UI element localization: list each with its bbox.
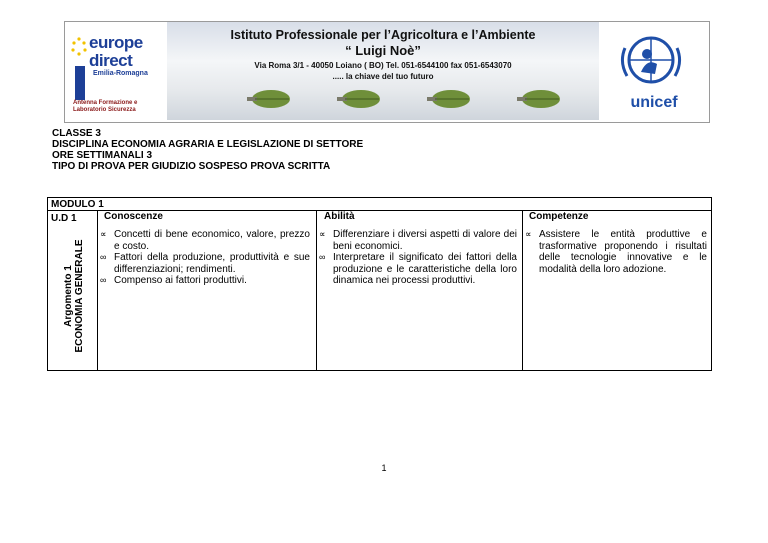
header-banner — [64, 21, 710, 123]
antenna-line-1: Antenna Formazione e — [73, 100, 138, 106]
europe-direct-logo — [65, 22, 165, 120]
institute-header — [167, 22, 599, 120]
unicef-emblem-icon — [615, 28, 687, 94]
class-line: CLASSE 3 — [52, 128, 101, 139]
leaf-key-icon — [515, 88, 561, 110]
list-item-text: Concetti di bene economico, valore, prezzo e costo. — [114, 229, 310, 252]
argomento-label — [63, 240, 85, 353]
document-meta — [52, 128, 363, 172]
unicef-logo — [601, 22, 707, 120]
list-item-text: Interpretare il significato dei fattori della produzione e le caratteristiche della loro dinamica nei processi produttivi. — [333, 252, 517, 286]
bullet-icon: ∝ — [525, 229, 532, 239]
list-item-text: Fattori della produzione, produttività e sue differenziazioni; rendimenti. — [114, 252, 310, 275]
bullet-icon: ∝ — [319, 229, 326, 239]
bullet-icon: ∞ — [100, 252, 107, 262]
argomento-cell — [53, 231, 95, 361]
list-item — [317, 229, 517, 252]
weekly-hours-line: ORE SETTIMANALI 3 — [52, 150, 153, 161]
unicef-word: unicef — [630, 94, 678, 111]
test-type-line: TIPO DI PROVA PER GIUDIZIO SOSPESO PROVA SCRITTA — [52, 161, 331, 172]
abilita-list — [317, 229, 517, 287]
list-item — [317, 252, 517, 287]
unit-label: U.D 1 — [51, 213, 77, 224]
bullet-icon: ∝ — [100, 229, 107, 239]
list-item — [98, 275, 310, 287]
module-title: MODULO 1 — [51, 199, 104, 210]
leaf-key-icon — [335, 88, 381, 110]
list-item — [98, 229, 310, 252]
bullet-icon: ∞ — [319, 252, 326, 262]
list-item-text: Differenziare i diversi aspetti di valore dei beni economici. — [333, 229, 517, 252]
direct-word: direct — [89, 51, 133, 70]
header-abilita: Abilità — [324, 211, 355, 222]
institute-motto: ..... la chiave del tuo futuro — [332, 72, 434, 81]
header-competenze: Competenze — [529, 211, 589, 222]
eu-stars-icon — [71, 36, 87, 70]
header-conoscenze: Conoscenze — [104, 211, 163, 222]
bullet-icon: ∞ — [100, 275, 107, 285]
page-number: 1 — [381, 463, 387, 473]
module-table — [47, 197, 712, 371]
list-item — [523, 229, 707, 275]
leaf-key-icon — [425, 88, 471, 110]
competenze-list — [523, 229, 707, 275]
argomento-title: ECONOMIA GENERALE — [74, 239, 85, 353]
school-name: “ Luigi Noè” — [345, 43, 421, 58]
list-item — [98, 252, 310, 275]
discipline-line: DISCIPLINA ECONOMIA AGRARIA E LEGISLAZIONE DI SETTORE — [52, 139, 364, 150]
list-item-text: Assistere le entità produttive e trasformative proponendo i risultati delle tecnologie innovative e le modalità della loro adozione. — [539, 229, 707, 275]
list-item-text: Compenso ai fattori produttivi. — [114, 275, 247, 286]
institute-address: Via Roma 3/1 - 40050 Loiano ( BO) Tel. 051-6544100 fax 051-6543070 — [254, 61, 512, 70]
antenna-line-2: Laboratorio Sicurezza — [73, 107, 136, 113]
antenna-label — [73, 100, 137, 114]
argomento-number: Argomento 1 — [63, 265, 74, 327]
eu-info-bar — [75, 66, 85, 100]
europe-word: europe — [89, 33, 143, 52]
institute-name: Istituto Professionale per l’Agricoltura e l’Ambiente — [230, 28, 536, 42]
conoscenze-list — [98, 229, 310, 287]
leaf-key-icon — [245, 88, 291, 110]
region-label: Emilia-Romagna — [93, 70, 148, 77]
